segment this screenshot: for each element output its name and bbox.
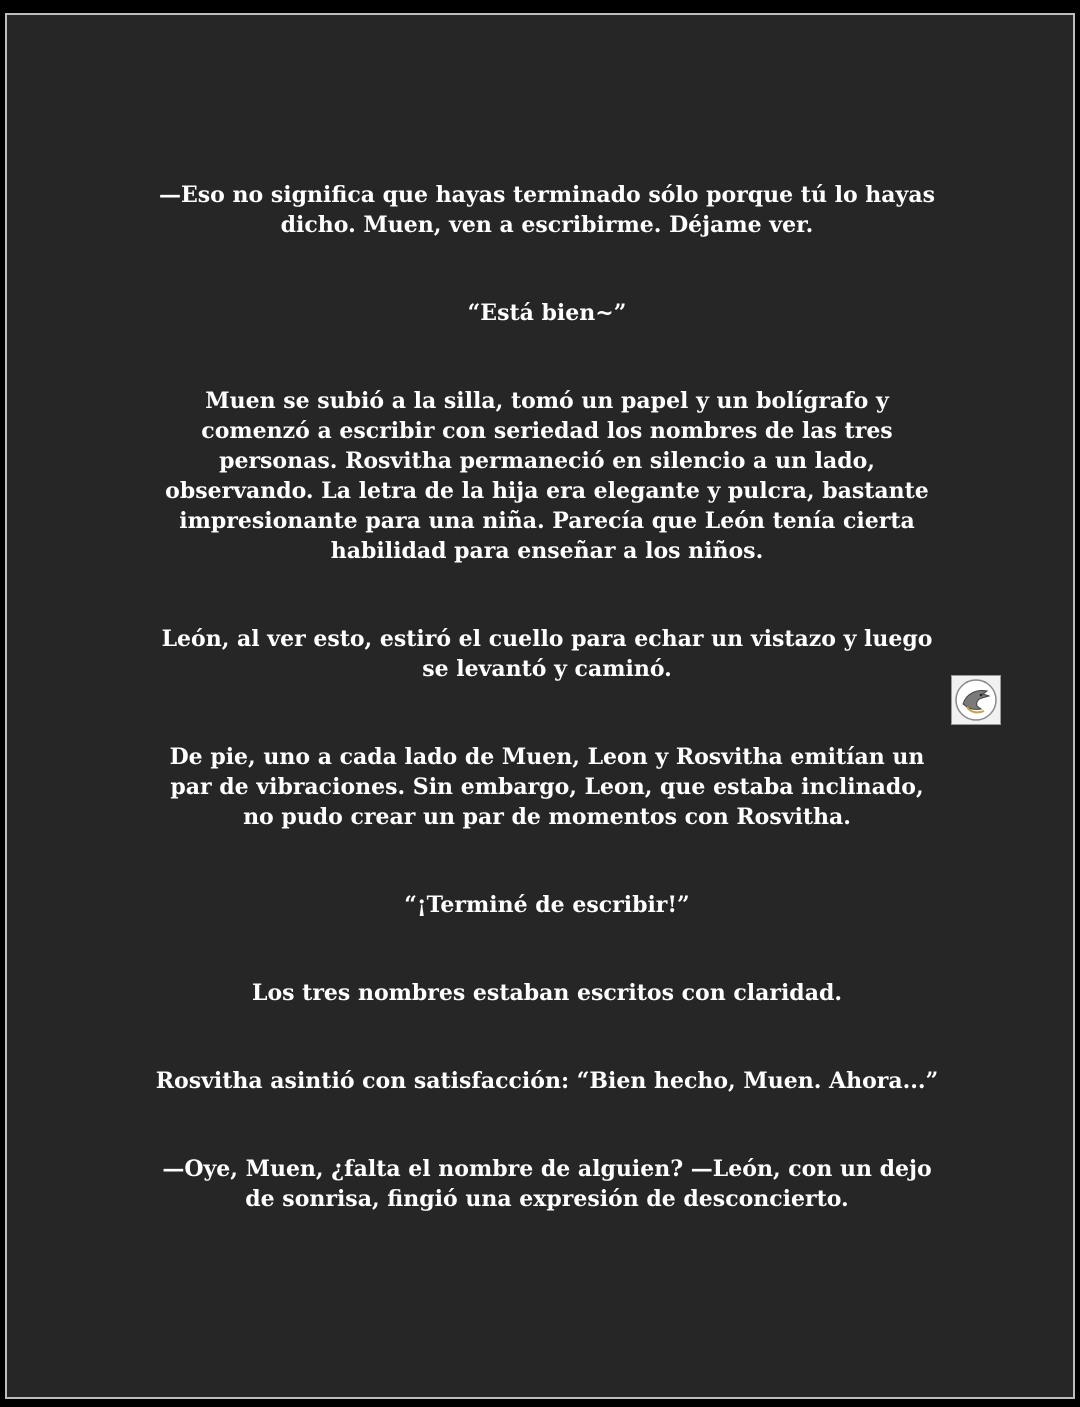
paragraph-3: Muen se subió a la silla, tomó un papel y un bolígrafo y comenzó a escribir con seriedad los nombres de las tres personas. Rosvitha permaneció en silencio a un lado, observando. La letra de la hija era elegante y pulcra, bastante impresionante para una niña. Parecía que León tenía cierta habilidad para enseñar a los niños. <box>165 388 929 564</box>
dragon-head-icon <box>951 675 1001 725</box>
paragraph-9: —Oye, Muen, ¿falta el nombre de alguien? —León, con un dejo de sonrisa, fingió una expresión de desconcierto. <box>162 1156 932 1212</box>
paragraph-4: León, al ver esto, estiró el cuello para echar un vistazo y luego se levantó y caminó. <box>161 626 933 682</box>
page-frame <box>5 13 1075 1399</box>
paragraph-7: Los tres nombres estaban escritos con claridad. <box>251 980 842 1006</box>
paragraph-8: Rosvitha asintió con satisfacción: “Bien hecho, Muen. Ahora...” <box>155 1068 939 1094</box>
text-content <box>152 180 942 1272</box>
paragraph-2: “Está bien~” <box>467 300 627 326</box>
paragraph-5: De pie, uno a cada lado de Muen, Leon y Rosvitha emitían un par de vibraciones. Sin embargo, Leon, que estaba inclinado, no pudo crear un par de momentos con Rosvitha. <box>169 744 925 830</box>
paragraph-6: “¡Terminé de escribir!” <box>404 892 690 918</box>
paragraph-1: —Eso no significa que hayas terminado sólo porque tú lo hayas dicho. Muen, ven a escribirme. Déjame ver. <box>159 182 935 238</box>
